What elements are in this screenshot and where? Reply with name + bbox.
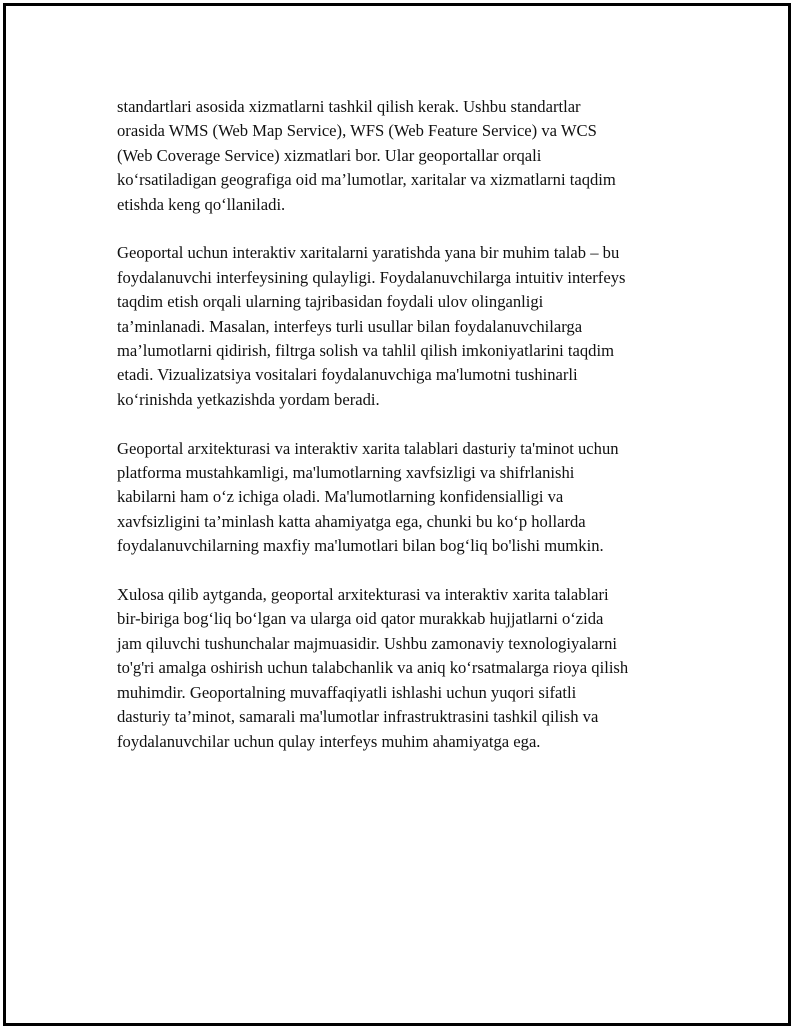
paragraph-interface	[117, 241, 692, 412]
text-line: foydalanuvchi interfeysining qulayligi. Foydalanuvchilarga intuitiv interfeys	[117, 267, 626, 287]
text-line: taqdim etish orqali ularning tajribasidan foydali ulov olinganligi	[117, 292, 544, 312]
text-line: ko‘rsatiladigan geografiga oid ma’lumotlar, xaritalar va xizmatlarni taqdim	[117, 170, 616, 190]
text-line: to'g'ri amalga oshirish uchun talabchanlik va aniq ko‘rsatmalarga rioya qilish	[117, 658, 629, 678]
text-line: xavfsizligini ta’minlash katta ahamiyatga ega, chunki bu ko‘p hollarda	[117, 511, 586, 531]
text-line: foydalanuvchilarning maxfiy ma'lumotlari bilan bog‘liq bo'lishi mumkin.	[117, 536, 604, 556]
text-line: etishda keng qo‘llaniladi.	[117, 194, 286, 214]
paragraph-security	[117, 437, 692, 559]
text-line: dasturiy ta’minot, samarali ma'lumotlar infrastruktrasini tashkil qilish va	[117, 707, 599, 727]
document-body	[117, 95, 692, 754]
text-line: jam qiluvchi tushunchalar majmuasidir. Ushbu zamonaviy texnologiyalarni	[117, 633, 618, 653]
text-line: foydalanuvchilar uchun qulay interfeys muhim ahamiyatga ega.	[117, 731, 541, 751]
text-line: etadi. Vizualizatsiya vositalari foydalanuvchiga ma'lumotni tushinarli	[117, 365, 578, 385]
text-line: orasida WMS (Web Map Service), WFS (Web Feature Service) va WCS	[117, 121, 597, 141]
text-line: Xulosa qilib aytganda, geoportal arxitekturasi va interaktiv xarita talablari	[117, 585, 609, 605]
text-line: muhimdir. Geoportalning muvaffaqiyatli ishlashi uchun yuqori sifatli	[117, 682, 577, 702]
text-line: kabilarni ham o‘z ichiga oladi. Ma'lumotlarning konfidensialligi va	[117, 487, 564, 507]
text-line: Geoportal uchun interaktiv xaritalarni yaratishda yana bir muhim talab – bu	[117, 243, 620, 263]
text-line: ma’lumotlarni qidirish, filtrga solish va tahlil qilish imkoniyatlarini taqdim	[117, 341, 614, 361]
paragraph-standards	[117, 95, 692, 217]
text-line: (Web Coverage Service) xizmatlari bor. Ular geoportallar orqali	[117, 145, 542, 165]
text-line: Geoportal arxitekturasi va interaktiv xarita talablari dasturiy ta'minot uchun	[117, 438, 619, 458]
text-line: standartlari asosida xizmatlarni tashkil qilish kerak. Ushbu standartlar	[117, 97, 581, 116]
text-line: ta’minlanadi. Masalan, interfeys turli usullar bilan foydalanuvchilarga	[117, 316, 583, 336]
text-line: bir-biriga bog‘liq bo‘lgan va ularga oid qator murakkab hujjatlarni o‘zida	[117, 609, 604, 629]
text-line: ko‘rinishda yetkazishda yordam beradi.	[117, 389, 380, 409]
paragraph-conclusion	[117, 583, 692, 754]
text-line: platforma mustahkamligi, ma'lumotlarning xavfsizligi va shifrlanishi	[117, 463, 575, 483]
